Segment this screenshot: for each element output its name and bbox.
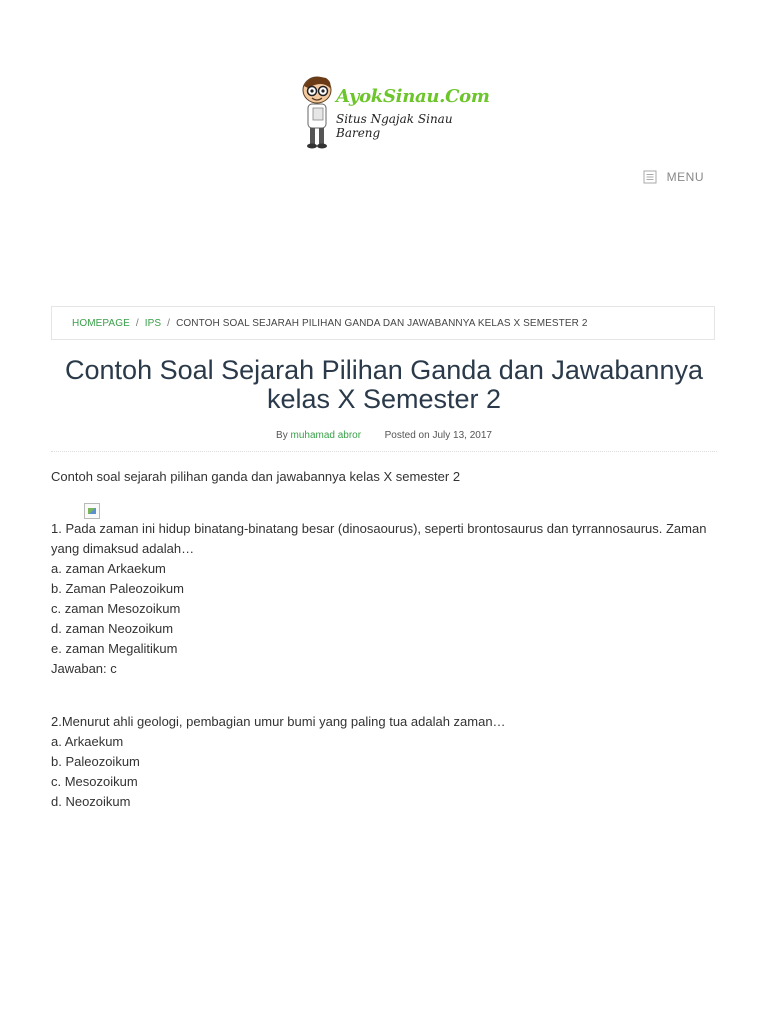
q1-answer: Jawaban: c bbox=[51, 661, 117, 676]
breadcrumb-category-link[interactable]: IPS bbox=[144, 317, 162, 329]
q2-option-a: a. Arkaekum bbox=[51, 734, 124, 749]
q1-option-b: b. Zaman Paleozoikum bbox=[51, 581, 184, 596]
breadcrumb-separator: / bbox=[135, 317, 139, 329]
question-2: 2.Menurut ahli geologi, pembagian umur bumi yang paling tua adalah zaman… bbox=[51, 714, 506, 729]
breadcrumb-home-link[interactable]: HOMEPAGE bbox=[72, 317, 130, 329]
q1-option-d: d. zaman Neozoikum bbox=[51, 621, 174, 636]
site-logo[interactable] bbox=[300, 72, 490, 150]
menu-button[interactable] bbox=[643, 170, 704, 184]
breadcrumb-current: CONTOH SOAL SEJARAH PILIHAN GANDA DAN JAWABANNYA KELAS X SEMESTER 2 bbox=[176, 317, 588, 329]
q2-option-b: b. Paleozoikum bbox=[51, 754, 140, 769]
q1-option-c: c. zaman Mesozoikum bbox=[51, 601, 181, 616]
q1-option-a: a. zaman Arkaekum bbox=[51, 561, 166, 576]
broken-image-icon bbox=[84, 503, 100, 519]
menu-list-icon bbox=[643, 170, 657, 184]
posted-date: Posted on July 13, 2017 bbox=[384, 430, 492, 441]
q2-option-c: c. Mesozoikum bbox=[51, 774, 138, 789]
page-title: Contoh Soal Sejarah Pilihan Ganda dan Jawabannya kelas X Semester 2 bbox=[65, 355, 703, 414]
logo-title: AyokSinau.Com bbox=[336, 86, 490, 107]
article-body bbox=[51, 467, 717, 812]
logo-tagline: Situs Ngajak Sinau Bareng bbox=[336, 112, 453, 140]
breadcrumb bbox=[51, 306, 715, 340]
author-link[interactable]: muhamad abror bbox=[290, 430, 362, 441]
q2-option-d: d. Neozoikum bbox=[51, 794, 131, 809]
mascot-icon bbox=[300, 74, 336, 150]
post-meta bbox=[51, 430, 717, 441]
title-divider bbox=[51, 451, 717, 452]
menu-label: MENU bbox=[666, 170, 704, 184]
question-1: 1. Pada zaman ini hidup binatang-binatang besar (dinosaourus), seperti brontosaurus dan tyrrannosaurus. Zaman yang dimaksud adalah… bbox=[51, 521, 707, 556]
breadcrumb-separator: / bbox=[167, 317, 171, 329]
by-label: By bbox=[276, 430, 288, 441]
intro-paragraph: Contoh soal sejarah pilihan ganda dan jawabannya kelas X semester 2 bbox=[51, 469, 461, 484]
q1-option-e: e. zaman Megalitikum bbox=[51, 641, 178, 656]
